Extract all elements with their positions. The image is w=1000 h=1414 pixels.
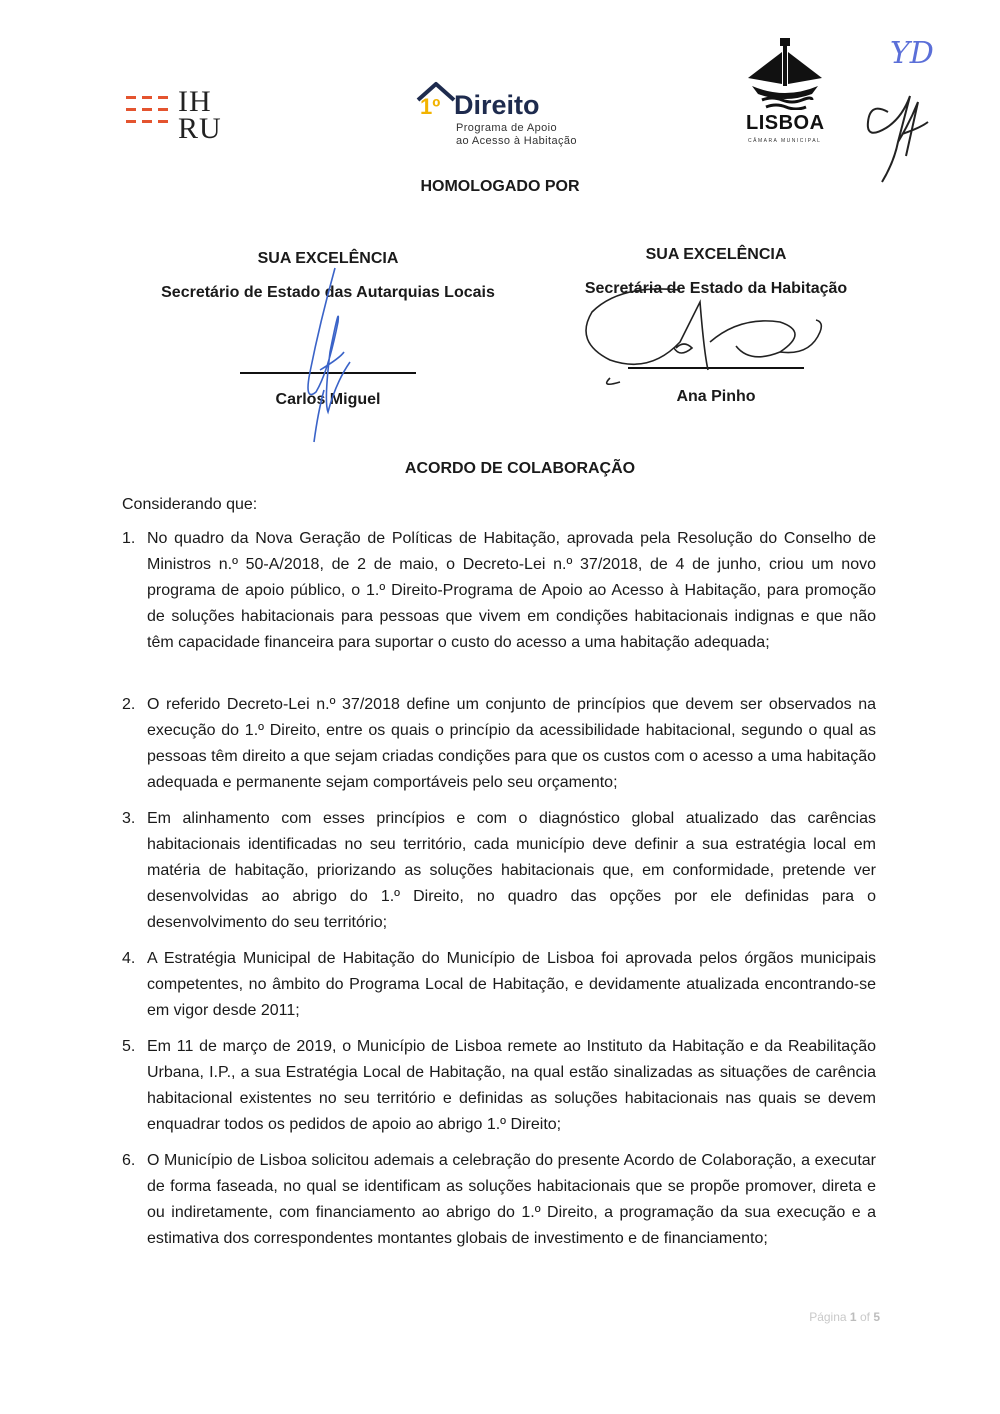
ihru-logo-line1: IH	[178, 85, 212, 118]
page-number-total: 5	[873, 1310, 880, 1324]
list-item-number: 6.	[122, 1152, 136, 1169]
agreement-intro: Considerando que:	[122, 496, 258, 513]
direito-logo-subtitle-1: Programa de Apoio	[456, 122, 557, 134]
list-item-number: 3.	[122, 810, 136, 827]
handwritten-initials: YD	[890, 36, 934, 71]
direito-logo-title: Direito	[454, 90, 540, 120]
lisboa-ship-emblem-icon	[742, 38, 828, 110]
signatory-left-role: Secretário de Estado das Autarquias Locais	[161, 284, 495, 301]
signatory-right-honorific: SUA EXCELÊNCIA	[645, 246, 787, 263]
signatory-left-honorific: SUA EXCELÊNCIA	[257, 250, 399, 267]
homologation-title: HOMOLOGADO POR	[420, 178, 580, 195]
page-number-current: 1	[849, 1310, 857, 1324]
list-item-number: 2.	[122, 696, 136, 713]
signatory-right-role: Secretária de Estado da Habitação	[584, 280, 848, 297]
list-item-text: O referido Decreto-Lei n.º 37/2018 define um conjunto de princípios que devem ser observados na execução do 1.º Direito, entre os quais o princípio da acessibilidade habitacional, segundo o qual as pessoas têm direito a que sejam criadas condições para que os custos com o acesso a uma habitação adequada e permanente sejam comportáveis pelo seu orçamento;	[147, 696, 876, 791]
lisboa-logo-subtitle: CÂMARA MUNICIPAL	[748, 138, 822, 144]
signature-carlos-miguel-icon	[280, 262, 380, 452]
list-item-text: Em 11 de março de 2019, o Município de Lisboa remete ao Instituto da Habitação e da Reabilitação Urbana, I.P., a sua Estratégia Local de Habitação, na qual estão sinalizadas as situações de carência habitacional existentes no seu território e definidas as soluções habitacionais nas quais se devem enquadrar todos os pedidos de apoio ao abrigo 1.º Direito;	[147, 1038, 876, 1133]
list-item-number: 4.	[122, 950, 136, 967]
list-item-text: No quadro da Nova Geração de Políticas de Habitação, aprovada pela Resolução do Conselho de Ministros n.º 50-A/2018, de 2 de maio, o Decreto-Lei n.º 37/2018, de 4 de junho, criou um novo programa de apoio público, o 1.º Direito-Programa de Apoio ao Acesso à Habitação, para promoção de soluções habitacionais para pessoas que vivem em condições habitacionais indignas e que não têm capacidade financeira para suportar o custo do acesso a uma habitação adequada;	[147, 530, 876, 651]
direito-logo-subtitle-2: ao Acesso à Habitação	[456, 135, 577, 147]
direito-logo	[414, 80, 624, 150]
signatory-right-name: Ana Pinho	[676, 388, 756, 405]
list-item-number: 1.	[122, 530, 136, 547]
direito-logo-mark: 1º	[420, 94, 441, 119]
list-item-text: A Estratégia Municipal de Habitação do Município de Lisboa foi aprovada pelos órgãos municipais competentes, no âmbito do Programa Local de Habitação, e devidamente atualizada encontrando-se em vigor desde 2011;	[147, 950, 876, 1019]
ihru-logo	[126, 85, 236, 146]
rubric-signature-icon	[858, 82, 938, 188]
agreement-title: ACORDO DE COLABORAÇÃO	[404, 460, 636, 477]
ihru-logo-line2: RU	[178, 112, 222, 145]
page-number	[809, 1310, 880, 1324]
signature-ana-pinho-icon	[580, 282, 850, 397]
page-number-of: of	[859, 1310, 870, 1324]
lisboa-logo	[738, 38, 830, 148]
list-item-text: O Município de Lisboa solicitou ademais a celebração do presente Acordo de Colaboração, a executar de forma faseada, no qual se identificam as soluções habitacionais que se propõe promover, direta e ou indiretamente, com financiamento ao abrigo do 1.º Direito, a programação da sua execução e a estimativa dos correspondentes montantes globais de investimento e de financiamento;	[147, 1152, 876, 1247]
list-item-number: 5.	[122, 1038, 136, 1055]
list-item-text: Em alinhamento com esses princípios e com o diagnóstico global atualizado das carências habitacionais identificadas no seu território, cada município deve definir a sua estratégia local em matéria de habitação, priorizando as soluções habitacionais que, em conformidade, pretende ver desenvolvidas ao abrigo do 1.º Direito, no quadro das opções por ele definidas para o desenvolvimento do seu território;	[147, 810, 876, 931]
signatory-left-name: Carlos Miguel	[275, 391, 381, 408]
ihru-logo-bars	[126, 96, 170, 132]
page-number-label: Página	[809, 1310, 847, 1324]
lisboa-logo-name: LISBOA	[746, 112, 825, 134]
